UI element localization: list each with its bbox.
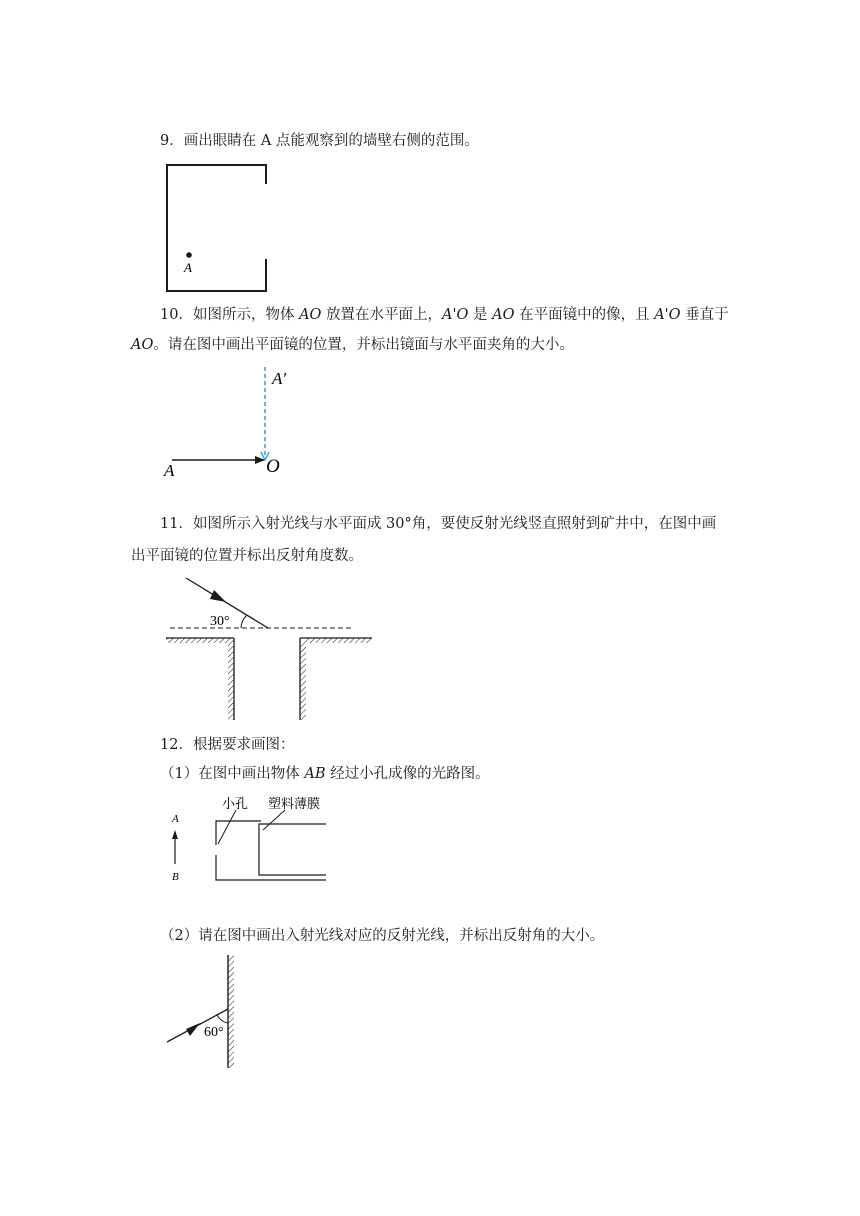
box-front-lower — [216, 855, 326, 880]
question-12-figure-1 — [165, 792, 335, 890]
point-a-dot — [186, 252, 192, 258]
pinhole-leader — [218, 810, 236, 844]
label-a-prime: A′ — [272, 369, 287, 388]
angle-label: 30° — [210, 614, 230, 629]
question-11-figure — [160, 572, 380, 724]
question-12-sub-1: （1）在图中画出物体 AB 经过小孔成像的光路图。 — [160, 766, 490, 782]
inner-sleeve — [259, 824, 326, 875]
room-wall-upper — [167, 165, 266, 291]
question-11-line-1: 11．如图所示入射光线与水平面成 30°角，要使反射光线竖直照射到矿井中，在图中画 — [160, 516, 717, 532]
question-12-title: 12．根据要求画图： — [160, 737, 295, 753]
question-12-figure-2 — [160, 950, 250, 1075]
question-10-line-2: AO。请在图中画出平面镜的位置，并标出镜面与水平面夹角的大小。 — [131, 337, 574, 353]
label-a: A — [172, 813, 179, 825]
label-o: O — [266, 456, 280, 477]
label-film: 塑料薄膜 — [268, 796, 321, 811]
shaft-wall-right-hatch — [300, 643, 306, 720]
angle-label: 60° — [204, 1025, 224, 1040]
angle-arc — [217, 1015, 228, 1023]
label-b: B — [172, 871, 179, 883]
point-a-label: A — [184, 260, 192, 275]
angle-arc — [241, 615, 247, 628]
question-11-line-2: 出平面镜的位置并标出反射角度数。 — [131, 548, 363, 564]
ground-left-hatch — [166, 638, 234, 643]
question-10-figure — [160, 362, 295, 487]
film-leader — [263, 810, 285, 830]
object-ab-arrowhead — [172, 830, 178, 839]
question-10-line-1: 10．如图所示，物体 AO 放置在水平面上，A'O 是 AO 在平面镜中的像，且 A'O 垂直于 — [160, 307, 729, 323]
question-9-text: 9．画出眼睛在 A 点能观察到的墙壁右侧的范围。 — [160, 133, 479, 149]
incident-ray-arrowhead — [186, 1023, 200, 1036]
label-a: A — [164, 461, 175, 480]
mirror-hatch — [228, 955, 234, 1068]
incident-ray-arrowhead — [210, 590, 226, 602]
shaft-wall-left-hatch — [228, 643, 234, 720]
question-12-sub-2: （2）请在图中画出入射光线对应的反射光线，并标出反射角的大小。 — [160, 928, 605, 944]
label-pinhole: 小孔 — [222, 796, 249, 811]
ground-right-hatch — [304, 638, 372, 643]
question-9-figure — [160, 158, 275, 298]
